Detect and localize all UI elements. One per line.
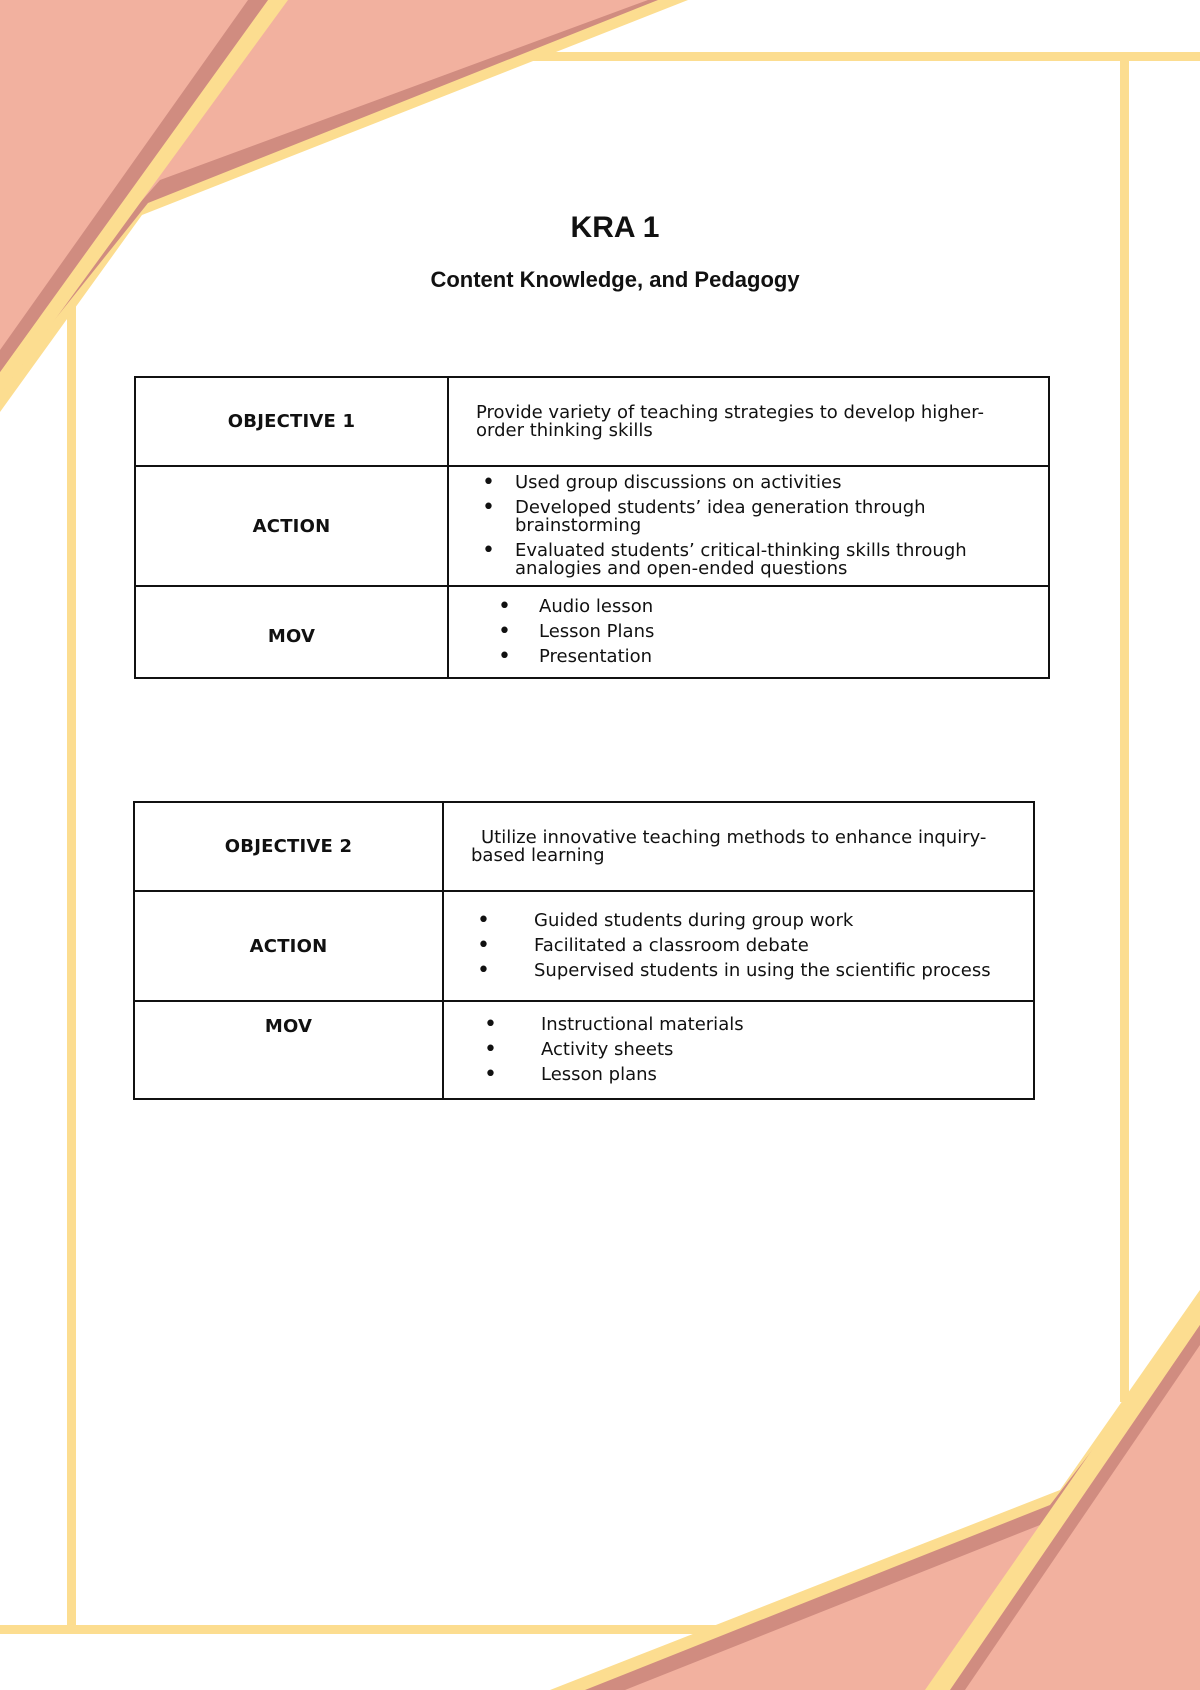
list-item: • Presentation	[449, 648, 1048, 666]
objective-label: OBJECTIVE 2	[134, 802, 443, 891]
list-item: • Audio lesson	[449, 598, 1048, 616]
action-list	[449, 474, 1048, 578]
mov-list	[449, 598, 1048, 666]
action-cell	[443, 891, 1034, 1001]
objective-row	[134, 802, 1034, 891]
objective-description: Utilize innovative teaching methods to enhance inquiry-based learning	[443, 802, 1034, 891]
list-item: • Guided students during group work	[444, 912, 1033, 930]
action-label: ACTION	[135, 466, 448, 586]
page-title: KRA 1	[570, 211, 660, 244]
objective-description: Provide variety of teaching strategies to develop higher-order thinking skills	[448, 377, 1049, 466]
mov-row	[135, 586, 1049, 678]
list-item: • Developed students’ idea generation through brainstorming	[449, 499, 1048, 535]
objective-1-table	[134, 376, 1050, 679]
action-row	[135, 466, 1049, 586]
page-subtitle: Content Knowledge, and Pedagogy	[430, 267, 800, 292]
list-item: • Lesson plans	[444, 1066, 1033, 1084]
mov-label: MOV	[134, 1001, 443, 1099]
objective-label: OBJECTIVE 1	[135, 377, 448, 466]
action-row	[134, 891, 1034, 1001]
action-label: ACTION	[134, 891, 443, 1001]
list-item: • Supervised students in using the scientific process	[444, 962, 1033, 980]
action-cell	[448, 466, 1049, 586]
list-item: • Instructional materials	[444, 1016, 1033, 1034]
objective-2-table	[133, 801, 1035, 1100]
objective-row	[135, 377, 1049, 466]
mov-list	[444, 1016, 1033, 1084]
list-item: • Lesson Plans	[449, 623, 1048, 641]
mov-row	[134, 1001, 1034, 1099]
mov-label: MOV	[135, 586, 448, 678]
list-item: • Evaluated students’ critical-thinking skills through analogies and open-ended questions	[449, 542, 1048, 578]
mov-cell	[443, 1001, 1034, 1099]
action-list	[444, 912, 1033, 980]
list-item: • Facilitated a classroom debate	[444, 937, 1033, 955]
list-item: • Activity sheets	[444, 1041, 1033, 1059]
list-item: • Used group discussions on activities	[449, 474, 1048, 492]
mov-cell	[448, 586, 1049, 678]
